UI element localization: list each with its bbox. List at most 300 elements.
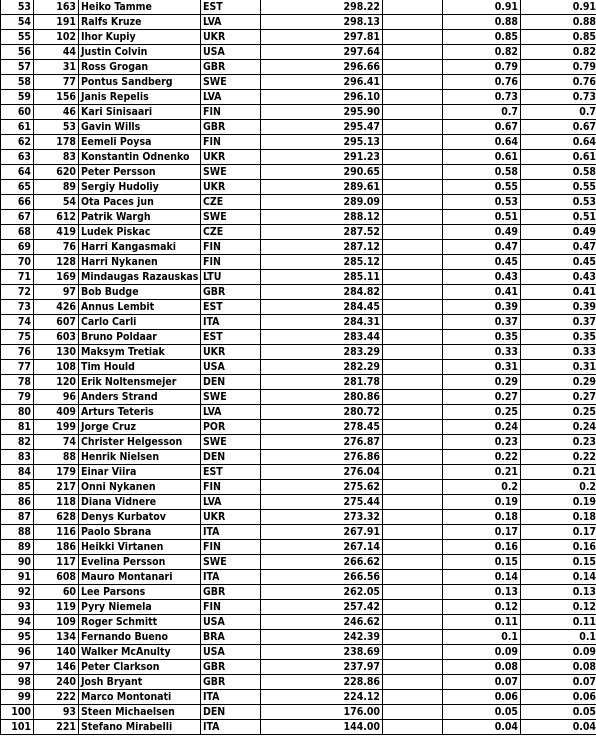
rank-cell: 58 — [1, 75, 34, 90]
country-cell: FIN — [201, 135, 261, 150]
score-cell: 275.44 — [261, 495, 383, 510]
name-cell: Erik Noltensmejer — [79, 375, 201, 390]
name-cell: Gavin Wills — [79, 120, 201, 135]
country-cell: SWE — [201, 390, 261, 405]
points-cell: 0.64 — [443, 135, 521, 150]
start-number-cell: 169 — [34, 270, 79, 285]
rank-cell: 88 — [1, 525, 34, 540]
empty-cell — [383, 195, 443, 210]
points-total-cell: 0.29 — [521, 375, 596, 390]
empty-cell — [383, 630, 443, 645]
score-cell: 237.97 — [261, 660, 383, 675]
empty-cell — [383, 90, 443, 105]
table-row — [1, 0, 596, 15]
points-total-cell: 0.41 — [521, 285, 596, 300]
rank-cell: 59 — [1, 90, 34, 105]
points-cell: 0.73 — [443, 90, 521, 105]
rank-cell: 94 — [1, 615, 34, 630]
rank-cell: 98 — [1, 675, 34, 690]
name-cell: Walker McAnulty — [79, 645, 201, 660]
empty-cell — [383, 555, 443, 570]
country-cell: UKR — [201, 345, 261, 360]
score-cell: 289.61 — [261, 180, 383, 195]
empty-cell — [383, 375, 443, 390]
country-cell: USA — [201, 645, 261, 660]
empty-cell — [383, 270, 443, 285]
country-cell: FIN — [201, 540, 261, 555]
points-total-cell: 0.14 — [521, 570, 596, 585]
points-total-cell: 0.82 — [521, 45, 596, 60]
start-number-cell: 221 — [34, 720, 79, 735]
rank-cell: 77 — [1, 360, 34, 375]
score-cell: 297.81 — [261, 30, 383, 45]
empty-cell — [383, 405, 443, 420]
country-cell: GBR — [201, 660, 261, 675]
points-total-cell: 0.61 — [521, 150, 596, 165]
empty-cell — [383, 705, 443, 720]
points-cell: 0.43 — [443, 270, 521, 285]
start-number-cell: 96 — [34, 390, 79, 405]
country-cell: ITA — [201, 690, 261, 705]
empty-cell — [383, 150, 443, 165]
empty-cell — [383, 645, 443, 660]
points-total-cell: 0.19 — [521, 495, 596, 510]
start-number-cell: 60 — [34, 585, 79, 600]
start-number-cell: 54 — [34, 195, 79, 210]
country-cell: FIN — [201, 105, 261, 120]
start-number-cell: 31 — [34, 60, 79, 75]
country-cell: SWE — [201, 210, 261, 225]
name-cell: Janis Repelis — [79, 90, 201, 105]
points-cell: 0.35 — [443, 330, 521, 345]
empty-cell — [383, 600, 443, 615]
table-row — [1, 465, 596, 480]
table-row — [1, 600, 596, 615]
start-number-cell: 620 — [34, 165, 79, 180]
points-cell: 0.24 — [443, 420, 521, 435]
start-number-cell: 116 — [34, 525, 79, 540]
rank-cell: 76 — [1, 345, 34, 360]
points-cell: 0.04 — [443, 720, 521, 735]
rank-cell: 65 — [1, 180, 34, 195]
country-cell: ITA — [201, 720, 261, 735]
empty-cell — [383, 345, 443, 360]
points-total-cell: 0.58 — [521, 165, 596, 180]
points-cell: 0.19 — [443, 495, 521, 510]
points-total-cell: 0.43 — [521, 270, 596, 285]
rank-cell: 53 — [1, 0, 34, 15]
empty-cell — [383, 240, 443, 255]
start-number-cell: 109 — [34, 615, 79, 630]
table-row — [1, 90, 596, 105]
points-cell: 0.2 — [443, 480, 521, 495]
points-total-cell: 0.47 — [521, 240, 596, 255]
table-row — [1, 390, 596, 405]
points-cell: 0.82 — [443, 45, 521, 60]
empty-cell — [383, 525, 443, 540]
score-cell: 267.14 — [261, 540, 383, 555]
empty-cell — [383, 480, 443, 495]
name-cell: Christer Helgesson — [79, 435, 201, 450]
score-cell: 262.05 — [261, 585, 383, 600]
rank-cell: 54 — [1, 15, 34, 30]
start-number-cell: 179 — [34, 465, 79, 480]
country-cell: USA — [201, 615, 261, 630]
start-number-cell: 128 — [34, 255, 79, 270]
rank-cell: 96 — [1, 645, 34, 660]
country-cell: BRA — [201, 630, 261, 645]
table-row — [1, 450, 596, 465]
points-total-cell: 0.35 — [521, 330, 596, 345]
points-total-cell: 0.73 — [521, 90, 596, 105]
points-cell: 0.22 — [443, 450, 521, 465]
score-cell: 238.69 — [261, 645, 383, 660]
name-cell: Anders Strand — [79, 390, 201, 405]
name-cell: Heiko Tamme — [79, 0, 201, 15]
country-cell: USA — [201, 45, 261, 60]
table-row — [1, 45, 596, 60]
name-cell: Henrik Nielsen — [79, 450, 201, 465]
name-cell: Fernando Bueno — [79, 630, 201, 645]
empty-cell — [383, 540, 443, 555]
points-total-cell: 0.04 — [521, 720, 596, 735]
points-cell: 0.25 — [443, 405, 521, 420]
start-number-cell: 186 — [34, 540, 79, 555]
country-cell: LVA — [201, 405, 261, 420]
points-cell: 0.39 — [443, 300, 521, 315]
points-total-cell: 0.05 — [521, 705, 596, 720]
empty-cell — [383, 0, 443, 15]
table-row — [1, 330, 596, 345]
points-cell: 0.16 — [443, 540, 521, 555]
name-cell: Ralfs Kruze — [79, 15, 201, 30]
points-cell: 0.08 — [443, 660, 521, 675]
rank-cell: 67 — [1, 210, 34, 225]
score-cell: 276.04 — [261, 465, 383, 480]
empty-cell — [383, 360, 443, 375]
name-cell: Pontus Sandberg — [79, 75, 201, 90]
country-cell: LVA — [201, 495, 261, 510]
name-cell: Bob Budge — [79, 285, 201, 300]
table-row — [1, 645, 596, 660]
score-cell: 283.44 — [261, 330, 383, 345]
points-cell: 0.07 — [443, 675, 521, 690]
table-row — [1, 345, 596, 360]
country-cell: DEN — [201, 450, 261, 465]
name-cell: Pyry Niemela — [79, 600, 201, 615]
points-total-cell: 0.33 — [521, 345, 596, 360]
name-cell: Stefano Mirabelli — [79, 720, 201, 735]
table-row — [1, 225, 596, 240]
start-number-cell: 88 — [34, 450, 79, 465]
rank-cell: 72 — [1, 285, 34, 300]
empty-cell — [383, 120, 443, 135]
table-row — [1, 555, 596, 570]
points-total-cell: 0.18 — [521, 510, 596, 525]
table-row — [1, 30, 596, 45]
start-number-cell: 240 — [34, 675, 79, 690]
start-number-cell: 156 — [34, 90, 79, 105]
table-row — [1, 705, 596, 720]
table-row — [1, 630, 596, 645]
start-number-cell: 607 — [34, 315, 79, 330]
empty-cell — [383, 435, 443, 450]
country-cell: FIN — [201, 480, 261, 495]
points-cell: 0.21 — [443, 465, 521, 480]
table-row — [1, 285, 596, 300]
country-cell: LVA — [201, 90, 261, 105]
rank-cell: 56 — [1, 45, 34, 60]
points-total-cell: 0.17 — [521, 525, 596, 540]
points-cell: 0.37 — [443, 315, 521, 330]
country-cell: LVA — [201, 15, 261, 30]
score-cell: 242.39 — [261, 630, 383, 645]
empty-cell — [383, 690, 443, 705]
points-cell: 0.33 — [443, 345, 521, 360]
table-row — [1, 435, 596, 450]
points-total-cell: 0.27 — [521, 390, 596, 405]
rank-cell: 81 — [1, 420, 34, 435]
score-cell: 295.47 — [261, 120, 383, 135]
table-row — [1, 615, 596, 630]
table-row — [1, 150, 596, 165]
country-cell: GBR — [201, 675, 261, 690]
name-cell: Tim Hould — [79, 360, 201, 375]
country-cell: USA — [201, 360, 261, 375]
start-number-cell: 119 — [34, 600, 79, 615]
empty-cell — [383, 285, 443, 300]
score-cell: 287.52 — [261, 225, 383, 240]
score-cell: 276.87 — [261, 435, 383, 450]
score-cell: 296.41 — [261, 75, 383, 90]
rank-cell: 62 — [1, 135, 34, 150]
score-cell: 281.78 — [261, 375, 383, 390]
empty-cell — [383, 15, 443, 30]
empty-cell — [383, 495, 443, 510]
score-cell: 291.23 — [261, 150, 383, 165]
start-number-cell: 83 — [34, 150, 79, 165]
points-cell: 0.61 — [443, 150, 521, 165]
score-cell: 298.13 — [261, 15, 383, 30]
rank-cell: 95 — [1, 630, 34, 645]
score-cell: 295.90 — [261, 105, 383, 120]
name-cell: Einar Viira — [79, 465, 201, 480]
empty-cell — [383, 300, 443, 315]
table-row — [1, 60, 596, 75]
table-row — [1, 315, 596, 330]
country-cell: UKR — [201, 30, 261, 45]
table-row — [1, 675, 596, 690]
points-total-cell: 0.06 — [521, 690, 596, 705]
start-number-cell: 217 — [34, 480, 79, 495]
results-table-body — [1, 0, 596, 735]
country-cell: SWE — [201, 165, 261, 180]
rank-cell: 60 — [1, 105, 34, 120]
name-cell: Kari Sinisaari — [79, 105, 201, 120]
points-cell: 0.11 — [443, 615, 521, 630]
country-cell: DEN — [201, 375, 261, 390]
points-cell: 0.49 — [443, 225, 521, 240]
empty-cell — [383, 615, 443, 630]
start-number-cell: 222 — [34, 690, 79, 705]
table-row — [1, 585, 596, 600]
name-cell: Justin Colvin — [79, 45, 201, 60]
table-row — [1, 360, 596, 375]
points-total-cell: 0.1 — [521, 630, 596, 645]
points-total-cell: 0.24 — [521, 420, 596, 435]
points-cell: 0.29 — [443, 375, 521, 390]
points-total-cell: 0.23 — [521, 435, 596, 450]
name-cell: Eemeli Poysa — [79, 135, 201, 150]
rank-cell: 75 — [1, 330, 34, 345]
table-row — [1, 120, 596, 135]
table-row — [1, 720, 596, 735]
table-row — [1, 480, 596, 495]
points-total-cell: 0.79 — [521, 60, 596, 75]
name-cell: Josh Bryant — [79, 675, 201, 690]
score-cell: 285.12 — [261, 255, 383, 270]
score-cell: 284.31 — [261, 315, 383, 330]
table-row — [1, 495, 596, 510]
rank-cell: 55 — [1, 30, 34, 45]
start-number-cell: 46 — [34, 105, 79, 120]
score-cell: 285.11 — [261, 270, 383, 285]
name-cell: Ota Paces jun — [79, 195, 201, 210]
country-cell: SWE — [201, 435, 261, 450]
rank-cell: 64 — [1, 165, 34, 180]
score-cell: 276.86 — [261, 450, 383, 465]
points-cell: 0.06 — [443, 690, 521, 705]
score-cell: 266.62 — [261, 555, 383, 570]
score-cell: 289.09 — [261, 195, 383, 210]
start-number-cell: 146 — [34, 660, 79, 675]
name-cell: Peter Persson — [79, 165, 201, 180]
score-cell: 290.65 — [261, 165, 383, 180]
name-cell: Carlo Carli — [79, 315, 201, 330]
name-cell: Peter Clarkson — [79, 660, 201, 675]
score-cell: 296.66 — [261, 60, 383, 75]
score-cell: 228.86 — [261, 675, 383, 690]
points-cell: 0.1 — [443, 630, 521, 645]
start-number-cell: 44 — [34, 45, 79, 60]
name-cell: Diana Vidnere — [79, 495, 201, 510]
name-cell: Harri Kangasmaki — [79, 240, 201, 255]
score-cell: 278.45 — [261, 420, 383, 435]
empty-cell — [383, 390, 443, 405]
name-cell: Marco Montonati — [79, 690, 201, 705]
points-total-cell: 0.11 — [521, 615, 596, 630]
score-cell: 273.32 — [261, 510, 383, 525]
table-row — [1, 240, 596, 255]
country-cell: GBR — [201, 60, 261, 75]
table-row — [1, 420, 596, 435]
rank-cell: 73 — [1, 300, 34, 315]
rank-cell: 93 — [1, 600, 34, 615]
points-cell: 0.91 — [443, 0, 521, 15]
table-row — [1, 270, 596, 285]
rank-cell: 66 — [1, 195, 34, 210]
score-cell: 297.64 — [261, 45, 383, 60]
points-cell: 0.7 — [443, 105, 521, 120]
name-cell: Patrik Wargh — [79, 210, 201, 225]
points-total-cell: 0.76 — [521, 75, 596, 90]
score-cell: 284.45 — [261, 300, 383, 315]
points-cell: 0.14 — [443, 570, 521, 585]
table-row — [1, 570, 596, 585]
table-row — [1, 540, 596, 555]
name-cell: Roger Schmitt — [79, 615, 201, 630]
start-number-cell: 97 — [34, 285, 79, 300]
empty-cell — [383, 315, 443, 330]
start-number-cell: 120 — [34, 375, 79, 390]
empty-cell — [383, 180, 443, 195]
points-total-cell: 0.51 — [521, 210, 596, 225]
name-cell: Bruno Poldaar — [79, 330, 201, 345]
score-cell: 298.22 — [261, 0, 383, 15]
rank-cell: 71 — [1, 270, 34, 285]
points-total-cell: 0.7 — [521, 105, 596, 120]
start-number-cell: 118 — [34, 495, 79, 510]
country-cell: EST — [201, 465, 261, 480]
score-cell: 246.62 — [261, 615, 383, 630]
points-cell: 0.53 — [443, 195, 521, 210]
name-cell: Denys Kurbatov — [79, 510, 201, 525]
score-cell: 280.86 — [261, 390, 383, 405]
empty-cell — [383, 225, 443, 240]
empty-cell — [383, 210, 443, 225]
points-cell: 0.05 — [443, 705, 521, 720]
rank-cell: 100 — [1, 705, 34, 720]
points-cell: 0.09 — [443, 645, 521, 660]
points-total-cell: 0.45 — [521, 255, 596, 270]
score-cell: 283.29 — [261, 345, 383, 360]
points-cell: 0.51 — [443, 210, 521, 225]
country-cell: GBR — [201, 285, 261, 300]
points-total-cell: 0.53 — [521, 195, 596, 210]
points-cell: 0.18 — [443, 510, 521, 525]
name-cell: Arturs Teteris — [79, 405, 201, 420]
table-row — [1, 75, 596, 90]
points-total-cell: 0.13 — [521, 585, 596, 600]
points-total-cell: 0.07 — [521, 675, 596, 690]
score-cell: 224.12 — [261, 690, 383, 705]
points-cell: 0.47 — [443, 240, 521, 255]
score-cell: 282.29 — [261, 360, 383, 375]
score-cell: 176.00 — [261, 705, 383, 720]
empty-cell — [383, 720, 443, 735]
points-cell: 0.15 — [443, 555, 521, 570]
empty-cell — [383, 330, 443, 345]
name-cell: Ludek Piskac — [79, 225, 201, 240]
country-cell: FIN — [201, 255, 261, 270]
country-cell: UKR — [201, 510, 261, 525]
start-number-cell: 603 — [34, 330, 79, 345]
empty-cell — [383, 45, 443, 60]
country-cell: FIN — [201, 600, 261, 615]
start-number-cell: 130 — [34, 345, 79, 360]
score-cell: 275.62 — [261, 480, 383, 495]
points-total-cell: 0.09 — [521, 645, 596, 660]
table-row — [1, 255, 596, 270]
name-cell: Maksym Tretiak — [79, 345, 201, 360]
table-row — [1, 165, 596, 180]
table-row — [1, 180, 596, 195]
score-cell: 267.91 — [261, 525, 383, 540]
empty-cell — [383, 105, 443, 120]
score-cell: 284.82 — [261, 285, 383, 300]
score-cell: 295.13 — [261, 135, 383, 150]
score-cell: 288.12 — [261, 210, 383, 225]
